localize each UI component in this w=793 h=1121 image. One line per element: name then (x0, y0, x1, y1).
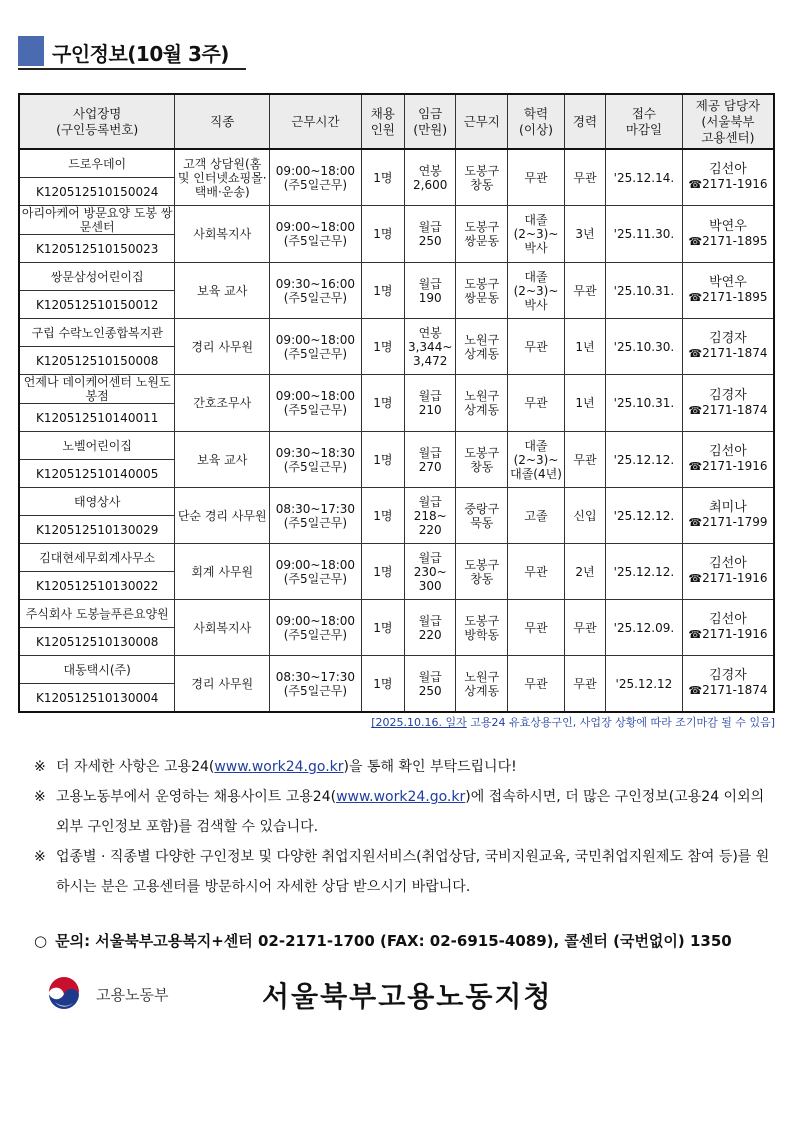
work-location: 도봉구 방학동 (456, 600, 508, 656)
education: 무관 (508, 375, 565, 432)
job-type: 보육 교사 (175, 432, 270, 488)
contact-name: 최미나 (709, 500, 747, 515)
contact-phone: ☎2171-1874 (688, 346, 768, 360)
registration-number: K120512510130004 (19, 684, 175, 713)
contact-name: 박연우 (709, 218, 747, 234)
phone-icon: ☎ (688, 628, 703, 641)
government-emblem-icon (46, 976, 82, 1012)
work-location: 노원구 상계동 (456, 319, 508, 375)
education: 무관 (508, 544, 565, 600)
deadline: '25.10.31. (606, 263, 683, 319)
inquiry-contact-line (34, 930, 732, 951)
note-text: 고용24 유효상용구인, 사업장 상황에 따라 조기마감 될 수 있음] (470, 716, 775, 729)
education: 무관 (508, 149, 565, 206)
header-wage: 임금 (만원) (404, 94, 456, 149)
experience: 1년 (564, 375, 605, 432)
page-title: 구인정보(10월 3주) (52, 42, 229, 66)
contact-person (682, 656, 774, 713)
remark-mark: ※ (34, 849, 46, 865)
work-location: 도봉구 쌍문동 (456, 206, 508, 263)
registration-number: K120512510150012 (19, 291, 175, 319)
page-title-box (18, 36, 246, 70)
registration-number: K120512510140011 (19, 404, 175, 432)
wage: 월급 270 (404, 432, 456, 488)
company-name: 구립 수락노인종합복지관 (19, 319, 175, 347)
phone-icon: ☎ (688, 178, 703, 191)
deadline: '25.10.31. (606, 375, 683, 432)
work-location: 노원구 상계동 (456, 375, 508, 432)
company-name: 노벨어린이집 (19, 432, 175, 460)
work-location: 도봉구 창동 (456, 544, 508, 600)
work-location: 도봉구 쌍문동 (456, 263, 508, 319)
work-hours: 09:00~18:00 (주5일근무) (270, 206, 362, 263)
header-headcount: 채용 인원 (361, 94, 404, 149)
header-company: 사업장명 (구인등록번호) (19, 94, 175, 149)
remarks-section (34, 752, 776, 902)
header-hours: 근무시간 (270, 94, 362, 149)
work-location: 노원구 상계동 (456, 656, 508, 713)
job-type: 경리 사무원 (175, 319, 270, 375)
table-row (19, 544, 774, 572)
circle-bullet: ○ (34, 932, 48, 950)
header-education: 학력 (이상) (508, 94, 565, 149)
phone-icon: ☎ (688, 347, 703, 360)
wage: 연봉 2,600 (404, 149, 456, 206)
deadline: '25.12.09. (606, 600, 683, 656)
experience: 무관 (564, 600, 605, 656)
header-location: 근무지 (456, 94, 508, 149)
contact-name: 김선아 (709, 162, 747, 177)
deadline: '25.12.12. (606, 544, 683, 600)
registration-number: K120512510150008 (19, 347, 175, 375)
header-experience: 경력 (564, 94, 605, 149)
work-location: 도봉구 창동 (456, 149, 508, 206)
header-deadline: 접수 마감일 (606, 94, 683, 149)
contact-phone: ☎2171-1874 (688, 683, 768, 697)
header-job: 직종 (175, 94, 270, 149)
registration-number: K120512510140005 (19, 460, 175, 488)
education: 대졸(2~3)~대졸(4년) (508, 432, 565, 488)
contact-phone: ☎2171-1916 (688, 177, 768, 191)
contact-person (682, 432, 774, 488)
contact-phone: ☎2171-1916 (688, 627, 768, 641)
contact-phone: ☎2171-1874 (688, 402, 768, 417)
table-row (19, 149, 774, 178)
work24-link[interactable]: www.work24.go.kr (336, 789, 466, 805)
agency-name: 서울북부고용노동지청 (262, 980, 553, 1013)
contact-name: 김경자 (709, 331, 747, 346)
experience: 1년 (564, 319, 605, 375)
phone-icon: ☎ (688, 234, 703, 248)
work-hours: 09:00~18:00 (주5일근무) (270, 600, 362, 656)
experience: 무관 (564, 263, 605, 319)
headcount: 1명 (361, 375, 404, 432)
remark-mark: ※ (34, 789, 46, 805)
work-hours: 09:00~18:00 (주5일근무) (270, 319, 362, 375)
contact-person (682, 544, 774, 600)
wage: 월급 210 (404, 375, 456, 432)
deadline: '25.11.30. (606, 206, 683, 263)
job-type: 보육 교사 (175, 263, 270, 319)
education: 무관 (508, 600, 565, 656)
headcount: 1명 (361, 544, 404, 600)
company-name: 태영상사 (19, 488, 175, 516)
ministry-logo (46, 976, 206, 1012)
table-row (19, 600, 774, 628)
contact-name: 김경자 (709, 387, 747, 403)
company-name: 아리아케어 방문요양 도봉 쌍문센터 (19, 206, 175, 235)
headcount: 1명 (361, 432, 404, 488)
work-hours: 08:30~17:30 (주5일근무) (270, 488, 362, 544)
company-name: 쌍문삼성어린이집 (19, 263, 175, 291)
wage: 월급 250 (404, 206, 456, 263)
education: 무관 (508, 656, 565, 713)
experience: 무관 (564, 432, 605, 488)
job-type: 사회복지사 (175, 600, 270, 656)
contact-person (682, 263, 774, 319)
work-hours: 09:00~18:00 (주5일근무) (270, 544, 362, 600)
wage: 월급 250 (404, 656, 456, 713)
data-date-note (371, 714, 775, 730)
remark-item: ※ 업종별 · 직종별 다양한 구인정보 및 다양한 취업지원서비스(취업상담, 국비지원교육, 국민취업지원제도 참여 등)를 원하시는 분은 고용센터를 방문하시어 자세한 상담 받으시기 바랍니다. (34, 842, 776, 902)
remark-mark: ※ (34, 759, 46, 775)
job-type: 회계 사무원 (175, 544, 270, 600)
contact-name: 김선아 (709, 612, 747, 627)
headcount: 1명 (361, 488, 404, 544)
registration-number: K120512510130029 (19, 516, 175, 544)
inquiry-text: 문의: 서울북부고용복지+센터 02-2171-1700 (FAX: 02-6915-4089), 콜센터 (국번없이) 1350 (55, 932, 732, 950)
education: 대졸(2~3)~박사 (508, 263, 565, 319)
headcount: 1명 (361, 263, 404, 319)
experience: 신입 (564, 488, 605, 544)
headcount: 1명 (361, 656, 404, 713)
job-type: 간호조무사 (175, 375, 270, 432)
table-row (19, 375, 774, 404)
remark-item: ※ 고용노동부에서 운영하는 채용사이트 고용24(www.work24.go.kr)에 접속하시면, 더 많은 구인정보(고용24 이외의 외부 구인정보 포함)를 검색할 수 있습니다. (34, 782, 776, 842)
table-row (19, 319, 774, 347)
contact-name: 박연우 (709, 275, 747, 290)
contact-phone: ☎2171-1916 (688, 459, 768, 473)
deadline: '25.12.12 (606, 656, 683, 713)
wage: 월급 218~ 220 (404, 488, 456, 544)
wage: 월급 190 (404, 263, 456, 319)
experience: 3년 (564, 206, 605, 263)
phone-icon: ☎ (688, 291, 703, 304)
phone-icon: ☎ (688, 572, 703, 585)
registration-number: K120512510130022 (19, 572, 175, 600)
contact-person (682, 488, 774, 544)
job-type: 단순 경리 사무원 (175, 488, 270, 544)
registration-number: K120512510150024 (19, 178, 175, 206)
contact-person (682, 375, 774, 432)
wage: 월급 220 (404, 600, 456, 656)
work-hours: 09:30~18:30 (주5일근무) (270, 432, 362, 488)
registration-number: K120512510130008 (19, 628, 175, 656)
registration-number: K120512510150023 (19, 235, 175, 263)
ministry-name: 고용노동부 (96, 986, 169, 1004)
company-name: 주식회사 도봉늘푸른요양원 (19, 600, 175, 628)
contact-person (682, 319, 774, 375)
headcount: 1명 (361, 319, 404, 375)
contact-person (682, 600, 774, 656)
company-name: 대동택시(주) (19, 656, 175, 684)
work-hours: 09:00~18:00 (주5일근무) (270, 375, 362, 432)
education: 대졸(2~3)~박사 (508, 206, 565, 263)
experience: 무관 (564, 149, 605, 206)
wage: 연봉 3,344~ 3,472 (404, 319, 456, 375)
work-location: 중랑구 묵동 (456, 488, 508, 544)
phone-icon: ☎ (688, 460, 703, 473)
table-row (19, 488, 774, 516)
headcount: 1명 (361, 600, 404, 656)
job-type: 고객 상담원(홈 및 인터넷쇼핑몰·택배·운송) (175, 149, 270, 206)
contact-phone: ☎2171-1895 (688, 233, 768, 248)
contact-phone: ☎2171-1916 (688, 571, 768, 585)
job-listings-table (18, 93, 775, 713)
work-hours: 08:30~17:30 (주5일근무) (270, 656, 362, 713)
contact-phone: ☎2171-1895 (688, 290, 768, 304)
deadline: '25.12.14. (606, 149, 683, 206)
job-type: 사회복지사 (175, 206, 270, 263)
phone-icon: ☎ (688, 403, 703, 417)
note-date: [2025.10.16. 일자 (371, 716, 467, 729)
experience: 2년 (564, 544, 605, 600)
contact-name: 김선아 (709, 444, 747, 459)
deadline: '25.10.30. (606, 319, 683, 375)
table-row (19, 656, 774, 684)
company-name: 김대현세무회계사무소 (19, 544, 175, 572)
table-row (19, 432, 774, 460)
contact-phone: ☎2171-1799 (688, 515, 768, 529)
company-name: 언제나 데이케어센터 노원도봉점 (19, 375, 175, 404)
work24-link[interactable]: www.work24.go.kr (214, 759, 344, 775)
phone-icon: ☎ (688, 516, 703, 529)
deadline: '25.12.12. (606, 432, 683, 488)
header-contact: 제공 담당자 (서울북부 고용센터) (682, 94, 774, 149)
remark-item: ※ 더 자세한 사항은 고용24(www.work24.go.kr)을 통해 확인 부탁드립니다! (34, 752, 776, 782)
headcount: 1명 (361, 149, 404, 206)
experience: 무관 (564, 656, 605, 713)
education: 무관 (508, 319, 565, 375)
wage: 월급 230~ 300 (404, 544, 456, 600)
contact-person (682, 206, 774, 263)
title-square-decoration (18, 36, 44, 66)
education: 고졸 (508, 488, 565, 544)
contact-person (682, 149, 774, 206)
deadline: '25.12.12. (606, 488, 683, 544)
phone-icon: ☎ (688, 684, 703, 697)
table-row (19, 263, 774, 291)
work-hours: 09:30~16:00 (주5일근무) (270, 263, 362, 319)
company-name: 드로우데이 (19, 149, 175, 178)
job-type: 경리 사무원 (175, 656, 270, 713)
table-header-row (19, 94, 774, 149)
headcount: 1명 (361, 206, 404, 263)
contact-name: 김선아 (709, 556, 747, 571)
contact-name: 김경자 (709, 668, 747, 683)
work-location: 도봉구 창동 (456, 432, 508, 488)
table-row (19, 206, 774, 235)
work-hours: 09:00~18:00 (주5일근무) (270, 149, 362, 206)
